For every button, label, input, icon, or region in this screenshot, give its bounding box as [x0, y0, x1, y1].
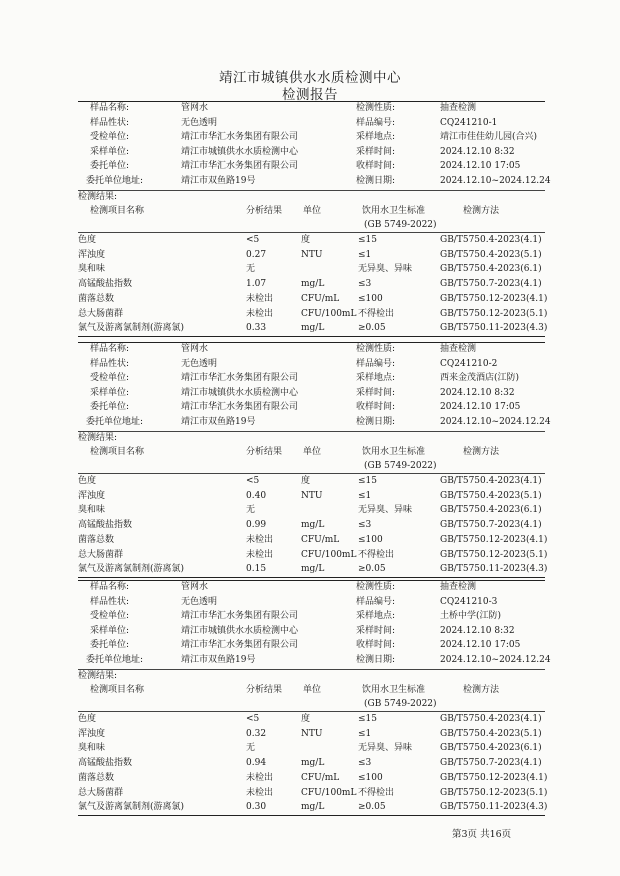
cell-standard: ≤15 [358, 476, 377, 486]
cell-standard: ≤1 [358, 728, 372, 739]
field-label-sample-trait: 样品性状: [90, 117, 130, 128]
cell-result: 未检出 [246, 534, 274, 545]
cell-unit: NTU [301, 728, 323, 739]
cell-result: <5 [246, 235, 260, 245]
cell-standard: ≤1 [358, 249, 372, 260]
cell-result: 未检出 [246, 772, 274, 783]
results-label: 检测结果: [78, 192, 118, 202]
field-label-sample-name: 样品名称: [90, 103, 130, 113]
block-top-rule [78, 342, 545, 343]
cell-result: <5 [246, 476, 260, 486]
col-header-standard: 饮用水卫生标准 [362, 447, 426, 457]
cell-item: 浑浊度 [78, 728, 106, 739]
cell-unit: mg/L [301, 802, 325, 813]
col-header-result: 分析结果 [246, 206, 283, 216]
cell-standard: 不得检出 [358, 308, 395, 319]
field-label-sampler: 采样单位: [90, 146, 130, 157]
cell-unit: 度 [301, 714, 311, 724]
field-label-sample-name: 样品名称: [90, 344, 130, 354]
field-value-nature: 抽查检测 [440, 582, 477, 592]
field-value-nature: 抽查检测 [440, 103, 477, 113]
col-header-item: 检测项目名称 [90, 685, 145, 695]
cell-standard: 无异臭、异味 [358, 505, 413, 516]
field-label-sample-no: 样品编号: [356, 117, 396, 128]
field-label-sampling-place: 采样地点: [356, 373, 396, 384]
field-value-test-date: 2024.12.10~2024.12.24 [440, 176, 551, 186]
field-value-entrust: 靖江市华汇水务集团有限公司 [181, 640, 299, 651]
cell-standard: ≥0.05 [358, 323, 386, 334]
info-divider-rule [78, 669, 545, 670]
field-label-sample-trait: 样品性状: [90, 358, 130, 369]
field-label-entrust: 委托单位: [90, 640, 130, 651]
cell-method: GB/T5750.12-2023(5.1) [440, 787, 548, 798]
cell-method: GB/T5750.4-2023(4.1) [440, 235, 542, 245]
field-value-sampling-place: 靖江市佳佳幼儿园(合兴) [440, 132, 538, 143]
cell-result: 0.15 [246, 564, 267, 575]
cell-method: GB/T5750.4-2023(5.1) [440, 490, 542, 501]
cell-item: 臭和味 [78, 264, 106, 275]
col-header-standard: 饮用水卫生标准 [362, 206, 426, 216]
field-label-sample-trait: 样品性状: [90, 596, 130, 607]
cell-standard: ≤100 [358, 772, 383, 783]
cell-result: 0.30 [246, 802, 267, 813]
field-label-sampler: 采样单位: [90, 387, 130, 398]
col-header-item: 检测项目名称 [90, 206, 145, 216]
cell-method: GB/T5750.4-2023(6.1) [440, 743, 542, 754]
cell-method: GB/T5750.4-2023(4.1) [440, 714, 542, 724]
cell-method: GB/T5750.11-2023(4.3) [440, 564, 548, 575]
cell-unit: mg/L [301, 279, 325, 290]
col-header-unit: 单位 [303, 206, 322, 216]
field-label-test-date: 检测日期: [356, 417, 396, 427]
cell-item: 高锰酸盐指数 [78, 279, 133, 290]
field-value-sampling-time: 2024.12.10 8:32 [440, 146, 515, 157]
field-label-entrust-addr: 委托单位地址: [86, 655, 144, 665]
field-value-sample-trait: 无色透明 [181, 596, 218, 607]
cell-unit: NTU [301, 249, 323, 260]
field-label-receive-time: 收样时间: [356, 161, 396, 172]
field-label-sampling-time: 采样时间: [356, 146, 396, 157]
cell-standard: ≤3 [358, 520, 372, 531]
field-label-entrust-addr: 委托单位地址: [86, 176, 144, 186]
col-header-standard-code: (GB 5749-2022) [364, 461, 437, 471]
column-header-rule [78, 711, 545, 712]
field-value-client: 靖江市华汇水务集团有限公司 [181, 373, 299, 384]
cell-result: 0.40 [246, 490, 267, 501]
column-header-rule [78, 232, 545, 233]
cell-standard: ≥0.05 [358, 564, 386, 575]
field-label-receive-time: 收样时间: [356, 640, 396, 651]
cell-item: 高锰酸盐指数 [78, 758, 133, 769]
field-value-entrust-addr: 靖江市双鱼路19号 [181, 417, 256, 427]
cell-item: 色度 [78, 476, 97, 486]
field-label-test-date: 检测日期: [356, 655, 396, 665]
field-label-entrust: 委托单位: [90, 161, 130, 172]
cell-standard: ≤1 [358, 490, 372, 501]
cell-item: 菌落总数 [78, 772, 115, 783]
field-value-nature: 抽查检测 [440, 344, 477, 354]
field-label-client: 受检单位: [90, 611, 130, 622]
field-value-sampling-time: 2024.12.10 8:32 [440, 387, 515, 398]
cell-standard: ≤3 [358, 758, 372, 769]
cell-standard: 不得检出 [358, 787, 395, 798]
field-value-receive-time: 2024.12.10 17:05 [440, 402, 521, 413]
col-header-method: 检测方法 [463, 685, 500, 695]
col-header-result: 分析结果 [246, 447, 283, 457]
cell-standard: 不得检出 [358, 549, 395, 560]
cell-item: 氯气及游离氯制剂(游离氯) [78, 323, 185, 334]
field-value-sample-name: 管网水 [181, 582, 209, 592]
field-label-client: 受检单位: [90, 373, 130, 384]
field-value-entrust: 靖江市华汇水务集团有限公司 [181, 161, 299, 172]
cell-standard: ≤100 [358, 534, 383, 545]
field-value-sample-name: 管网水 [181, 103, 209, 113]
cell-method: GB/T5750.4-2023(6.1) [440, 264, 542, 275]
field-value-sample-name: 管网水 [181, 344, 209, 354]
field-value-sample-trait: 无色透明 [181, 358, 218, 369]
field-label-entrust: 委托单位: [90, 402, 130, 413]
cell-method: GB/T5750.7-2023(4.1) [440, 279, 542, 290]
cell-unit: CFU/mL [301, 534, 340, 545]
cell-item: 臭和味 [78, 505, 106, 516]
field-label-sample-no: 样品编号: [356, 596, 396, 607]
field-value-sample-trait: 无色透明 [181, 117, 218, 128]
field-label-receive-time: 收样时间: [356, 402, 396, 413]
cell-item: 臭和味 [78, 743, 106, 754]
cell-method: GB/T5750.12-2023(4.1) [440, 293, 548, 304]
cell-unit: 度 [301, 476, 311, 486]
field-label-entrust-addr: 委托单位地址: [86, 417, 144, 427]
block-bottom-rule [78, 815, 545, 816]
report-doc-title: 检测报告 [282, 87, 338, 103]
cell-item: 色度 [78, 235, 97, 245]
field-label-nature: 检测性质: [356, 344, 396, 354]
field-label-nature: 检测性质: [356, 103, 396, 113]
field-label-sample-name: 样品名称: [90, 582, 130, 592]
col-header-item: 检测项目名称 [90, 447, 145, 457]
cell-result: 0.33 [246, 323, 267, 334]
field-value-sampling-place: 土桥中学(江防) [440, 611, 502, 622]
cell-result: 1.07 [246, 279, 267, 290]
cell-result: 0.94 [246, 758, 267, 769]
info-divider-rule [78, 190, 545, 191]
cell-unit: mg/L [301, 323, 325, 334]
cell-item: 浑浊度 [78, 490, 106, 501]
cell-unit: mg/L [301, 758, 325, 769]
results-label: 检测结果: [78, 671, 118, 681]
column-header-rule [78, 473, 545, 474]
field-label-sampling-place: 采样地点: [356, 611, 396, 622]
cell-item: 氯气及游离氯制剂(游离氯) [78, 802, 185, 813]
block-bottom-rule [78, 577, 545, 578]
cell-result: 未检出 [246, 293, 274, 304]
field-value-sampling-time: 2024.12.10 8:32 [440, 625, 515, 636]
field-label-sampler: 采样单位: [90, 625, 130, 636]
field-label-client: 受检单位: [90, 132, 130, 143]
cell-item: 高锰酸盐指数 [78, 520, 133, 531]
cell-standard: ≤100 [358, 293, 383, 304]
field-value-sampler: 靖江市城镇供水水质检测中心 [181, 625, 299, 636]
col-header-standard: 饮用水卫生标准 [362, 685, 426, 695]
field-value-receive-time: 2024.12.10 17:05 [440, 640, 521, 651]
cell-method: GB/T5750.4-2023(6.1) [440, 505, 542, 516]
col-header-standard-code: (GB 5749-2022) [364, 220, 437, 230]
cell-method: GB/T5750.11-2023(4.3) [440, 323, 548, 334]
cell-method: GB/T5750.12-2023(4.1) [440, 772, 548, 783]
info-divider-rule [78, 431, 545, 432]
cell-method: GB/T5750.11-2023(4.3) [440, 802, 548, 813]
field-value-test-date: 2024.12.10~2024.12.24 [440, 655, 551, 665]
cell-method: GB/T5750.4-2023(5.1) [440, 249, 542, 260]
cell-unit: CFU/mL [301, 293, 340, 304]
cell-standard: ≤15 [358, 235, 377, 245]
field-label-nature: 检测性质: [356, 582, 396, 592]
cell-item: 菌落总数 [78, 293, 115, 304]
field-label-test-date: 检测日期: [356, 176, 396, 186]
field-value-entrust-addr: 靖江市双鱼路19号 [181, 655, 256, 665]
field-value-entrust: 靖江市华汇水务集团有限公司 [181, 402, 299, 413]
field-value-sample-no: CQ241210-2 [440, 358, 498, 369]
cell-item: 氯气及游离氯制剂(游离氯) [78, 564, 185, 575]
cell-result: 0.32 [246, 728, 267, 739]
field-value-client: 靖江市华汇水务集团有限公司 [181, 132, 299, 143]
cell-result: 无 [246, 743, 256, 754]
cell-item: 菌落总数 [78, 534, 115, 545]
cell-unit: CFU/100mL [301, 308, 357, 319]
field-value-sample-no: CQ241210-3 [440, 596, 498, 607]
cell-unit: 度 [301, 235, 311, 245]
block-bottom-rule [78, 336, 545, 337]
page-number: 第3页 共16页 [452, 829, 512, 840]
cell-item: 浑浊度 [78, 249, 106, 260]
field-label-sampling-place: 采样地点: [356, 132, 396, 143]
cell-result: <5 [246, 714, 260, 724]
col-header-method: 检测方法 [463, 206, 500, 216]
field-value-sampler: 靖江市城镇供水水质检测中心 [181, 387, 299, 398]
col-header-unit: 单位 [303, 447, 322, 457]
cell-result: 0.27 [246, 249, 267, 260]
cell-standard: 无异臭、异味 [358, 264, 413, 275]
field-value-test-date: 2024.12.10~2024.12.24 [440, 417, 551, 427]
cell-result: 未检出 [246, 308, 274, 319]
field-value-sampling-place: 西来金茂酒店(江防) [440, 373, 520, 384]
field-value-client: 靖江市华汇水务集团有限公司 [181, 611, 299, 622]
cell-result: 未检出 [246, 787, 274, 798]
cell-unit: CFU/100mL [301, 549, 357, 560]
col-header-method: 检测方法 [463, 447, 500, 457]
cell-method: GB/T5750.12-2023(5.1) [440, 308, 548, 319]
cell-unit: NTU [301, 490, 323, 501]
field-value-sample-no: CQ241210-1 [440, 117, 498, 128]
cell-unit: mg/L [301, 564, 325, 575]
field-value-entrust-addr: 靖江市双鱼路19号 [181, 176, 256, 186]
cell-method: GB/T5750.12-2023(5.1) [440, 549, 548, 560]
cell-method: GB/T5750.7-2023(4.1) [440, 520, 542, 531]
block-top-rule [78, 101, 545, 102]
cell-item: 总大肠菌群 [78, 308, 124, 319]
cell-unit: CFU/mL [301, 772, 340, 783]
col-header-standard-code: (GB 5749-2022) [364, 699, 437, 709]
col-header-unit: 单位 [303, 685, 322, 695]
field-value-sampler: 靖江市城镇供水水质检测中心 [181, 146, 299, 157]
col-header-result: 分析结果 [246, 685, 283, 695]
cell-method: GB/T5750.12-2023(4.1) [440, 534, 548, 545]
cell-result: 0.99 [246, 520, 267, 531]
cell-standard: ≤3 [358, 279, 372, 290]
results-label: 检测结果: [78, 433, 118, 443]
cell-standard: 无异臭、异味 [358, 743, 413, 754]
cell-method: GB/T5750.4-2023(5.1) [440, 728, 542, 739]
cell-method: GB/T5750.7-2023(4.1) [440, 758, 542, 769]
cell-result: 无 [246, 264, 256, 275]
cell-item: 总大肠菌群 [78, 787, 124, 798]
cell-standard: ≤15 [358, 714, 377, 724]
field-value-receive-time: 2024.12.10 17:05 [440, 161, 521, 172]
report-org-title: 靖江市城镇供水水质检测中心 [219, 70, 401, 86]
cell-unit: CFU/100mL [301, 787, 357, 798]
cell-standard: ≥0.05 [358, 802, 386, 813]
field-label-sampling-time: 采样时间: [356, 625, 396, 636]
cell-item: 色度 [78, 714, 97, 724]
block-top-rule [78, 580, 545, 581]
cell-item: 总大肠菌群 [78, 549, 124, 560]
cell-result: 未检出 [246, 549, 274, 560]
cell-result: 无 [246, 505, 256, 516]
field-label-sampling-time: 采样时间: [356, 387, 396, 398]
cell-method: GB/T5750.4-2023(4.1) [440, 476, 542, 486]
cell-unit: mg/L [301, 520, 325, 531]
field-label-sample-no: 样品编号: [356, 358, 396, 369]
